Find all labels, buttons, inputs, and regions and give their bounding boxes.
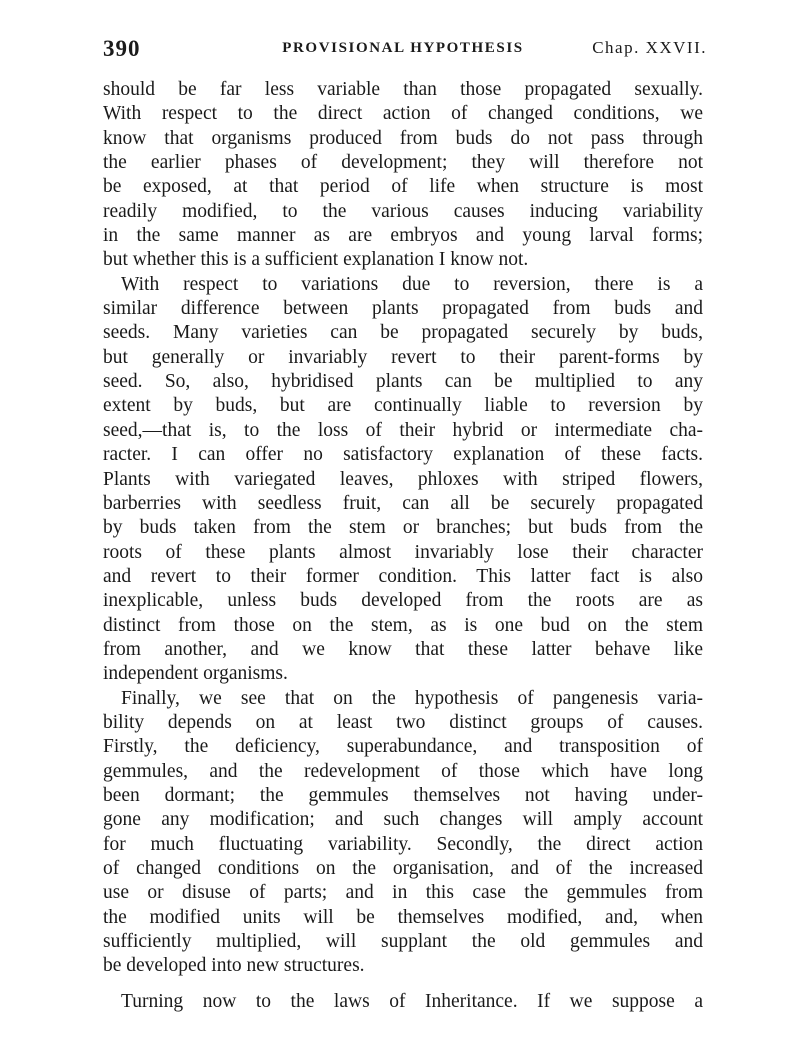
text-line: gone any modification; and such changes will amply account — [103, 809, 703, 831]
text-line: Finally, we see that on the hypothesis of pangenesis varia- — [121, 687, 703, 709]
text-line: of changed conditions on the organisation, and of the increased — [103, 858, 703, 879]
text-line: be developed into new structures. — [103, 955, 365, 977]
text-line: With respect to variations due to reversion, there is a — [121, 273, 703, 295]
text-line: should be far less variable than those propagated sexually. — [103, 79, 703, 100]
text-line: the modified units will be themselves modified, and, when — [103, 906, 703, 928]
text-line: With respect to the direct action of changed conditions, we — [103, 103, 703, 125]
text-line: know that organisms produced from buds do not pass through — [103, 127, 703, 149]
text-line: racter. I can offer no satisfactory explanation of these facts. — [103, 444, 703, 466]
text-line: but generally or invariably revert to their parent-forms by — [103, 346, 703, 368]
text-line: inexplicable, unless buds developed from the roots are as — [103, 590, 703, 612]
text-line: similar difference between plants propagated from buds and — [103, 298, 703, 320]
text-line: barberries with seedless fruit, can all be securely propagated — [103, 492, 703, 514]
body-text — [103, 78, 703, 979]
page-number: 390 — [103, 36, 141, 61]
paragraph — [103, 687, 703, 979]
text-line: seeds. Many varieties can be propagated securely by buds, — [103, 322, 703, 344]
text-line: Turning now to the laws of Inheritance. If we suppose a — [121, 991, 703, 1012]
text-line: roots of these plants almost invariably lose their character — [103, 541, 703, 563]
text-line: seed,—that is, to the loss of their hybrid or intermediate cha- — [103, 419, 703, 441]
text-line: and revert to their former condition. This latter fact is also — [103, 565, 703, 587]
text-line: Plants with variegated leaves, phloxes with striped flowers, — [103, 468, 703, 490]
text-line: Firstly, the deficiency, superabundance, and transposition of — [103, 736, 703, 758]
text-line: the earlier phases of development; they will therefore not — [103, 152, 703, 174]
text-line: distinct from those on the stem, as is one bud on the stem — [103, 614, 703, 636]
text-line: use or disuse of parts; and in this case the gemmules from — [103, 882, 703, 904]
text-line: readily modified, to the various causes inducing variability — [103, 200, 703, 222]
text-line: extent by buds, but are continually liable to reversion by — [103, 395, 703, 417]
text-line: gemmules, and the redevelopment of those which have long — [103, 760, 703, 782]
text-line: from another, and we know that these latter behave like — [103, 638, 703, 660]
running-title: PROVISIONAL HYPOTHESIS — [282, 40, 524, 56]
chapter-label: Chap. XXVII. — [592, 38, 707, 57]
text-line: be exposed, at that period of life when structure is most — [103, 176, 703, 198]
text-line: seed. So, also, hybridised plants can be multiplied to any — [103, 371, 703, 393]
page-header — [103, 36, 707, 66]
text-line: but whether this is a sufficient explanation I know not. — [103, 249, 529, 271]
text-line: sufficiently multiplied, will supplant the old gemmules and — [103, 931, 703, 953]
paragraph — [103, 273, 703, 687]
text-line: been dormant; the gemmules themselves not having under- — [103, 784, 703, 806]
text-line: independent organisms. — [103, 663, 288, 685]
paragraph-next — [103, 990, 703, 1014]
paragraph — [103, 78, 703, 273]
text-line: for much fluctuating variability. Secondly, the direct action — [103, 833, 703, 855]
text-line: by buds taken from the stem or branches; but buds from the — [103, 517, 703, 539]
text-line: bility depends on at least two distinct groups of causes. — [103, 711, 703, 733]
text-line: in the same manner as are embryos and young larval forms; — [103, 225, 703, 247]
